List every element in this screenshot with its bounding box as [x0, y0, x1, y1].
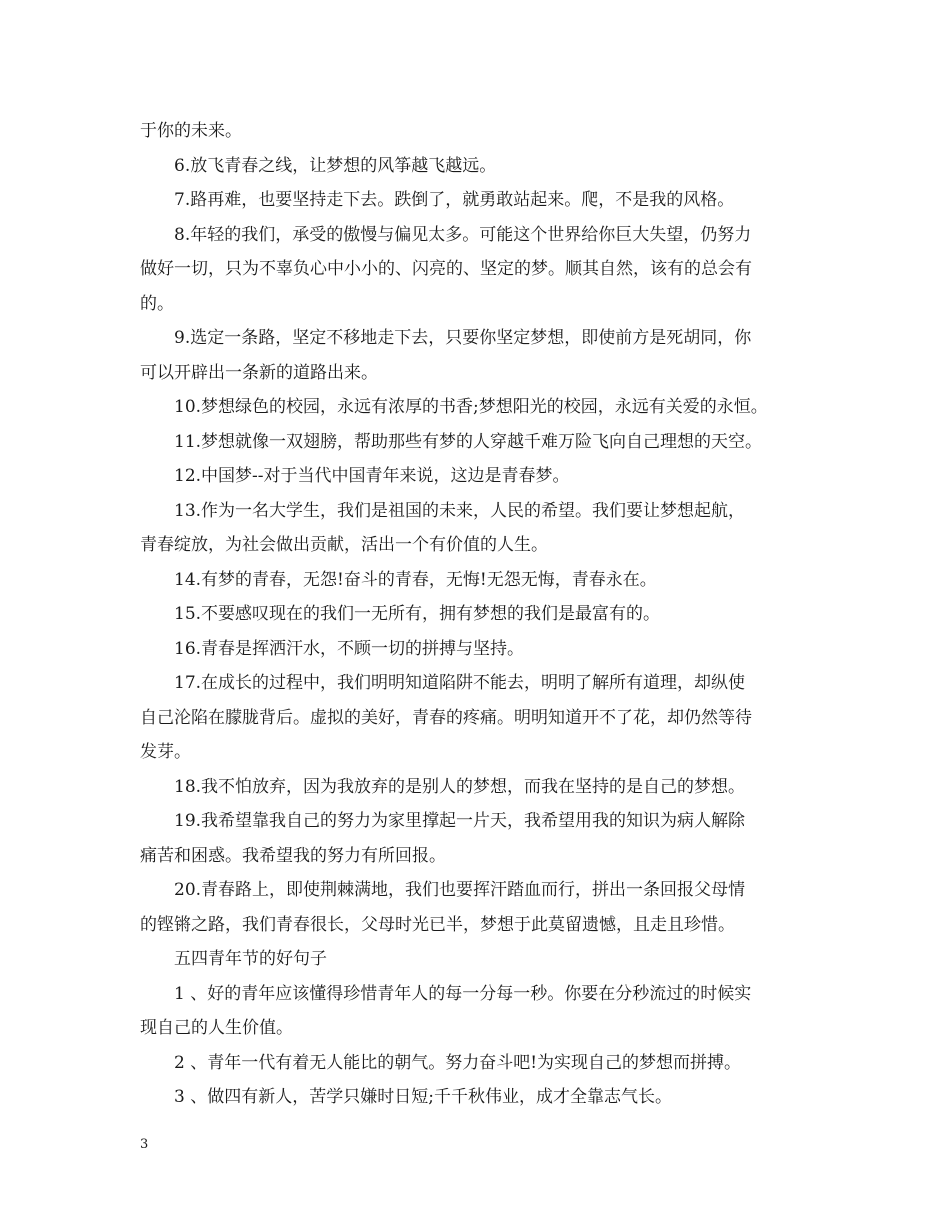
text-line: 14.有梦的青春，无怨!奋斗的青春，无悔!无怨无悔，青春永在。 — [174, 569, 657, 590]
text-line: 自己沦陷在朦胧背后。虚拟的美好，青春的疼痛。明明知道开不了花，却仍然等待 — [140, 707, 752, 728]
text-line: 7.路再难，也要坚持走下去。跌倒了，就勇敢站起来。爬，不是我的风格。 — [174, 190, 735, 210]
text-line: 五四青年节的好句子 — [174, 949, 327, 969]
text-line: 青春绽放，为社会做出贡献，活出一个有价值的人生。 — [140, 535, 548, 555]
text-line: 8.年轻的我们，承受的傲慢与偏见太多。可能这个世界给你巨大失望，仍努力 — [174, 224, 752, 245]
text-line: 3 、做四有新人，苦学只嫌时日短;千千秋伟业，成才全靠志气长。 — [174, 1087, 672, 1107]
text-line: 做好一切，只为不辜负心中小小的、闪亮的、坚定的梦。顺其自然，该有的总会有 — [140, 259, 752, 279]
text-line: 18.我不怕放弃，因为我放弃的是别人的梦想，而我在坚持的是自己的梦想。 — [174, 776, 746, 797]
page-number: 3 — [140, 1137, 149, 1152]
text-line: 10.梦想绿色的校园，永远有浓厚的书香;梦想阳光的校园，永远有关爱的永恒。 — [174, 397, 768, 417]
text-line: 11.梦想就像一双翅膀，帮助那些有梦的人穿越千难万险飞向自己理想的天空。 — [174, 431, 763, 452]
text-line: 15.不要感叹现在的我们一无所有，拥有梦想的我们是最富有的。 — [174, 604, 661, 624]
text-line: 9.选定一条路，坚定不移地走下去，只要你坚定梦想，即使前方是死胡同，你 — [174, 328, 752, 348]
text-line: 20.青春路上，即使荆棘满地，我们也要挥汗踏血而行，拼出一条回报父母情 — [174, 880, 746, 900]
text-line: 的。 — [140, 293, 174, 314]
text-line: 2 、青年一代有着无人能比的朝气。努力奋斗吧!为实现自己的梦想而拼搏。 — [174, 1052, 742, 1073]
text-line: 6.放飞青春之线，让梦想的风筝越飞越远。 — [174, 155, 497, 176]
text-line: 于你的未来。 — [140, 121, 242, 141]
text-line: 的铿锵之路，我们青春很长，父母时光已半，梦想于此莫留遗憾，且走且珍惜。 — [140, 914, 735, 935]
text-line: 13.作为一名大学生，我们是祖国的未来，人民的希望。我们要让梦想起航， — [174, 500, 746, 521]
document-body — [140, 114, 820, 1115]
text-line: 1 、好的青年应该懂得珍惜青年人的每一分每一秒。你要在分秒流过的时候实 — [174, 983, 752, 1004]
text-line: 发芽。 — [140, 742, 191, 762]
text-line: 16.青春是挥洒汗水，不顾一切的拼搏与坚持。 — [174, 638, 525, 659]
text-line: 12.中国梦--对于当代中国青年来说，这边是青春梦。 — [174, 466, 570, 486]
text-line: 痛苦和困惑。我希望我的努力有所回报。 — [140, 845, 446, 866]
text-line: 19.我希望靠我自己的努力为家里撑起一片天，我希望用我的知识为病人解除 — [174, 811, 746, 831]
text-line: 17.在成长的过程中，我们明明知道陷阱不能去，明明了解所有道理，却纵使 — [174, 673, 746, 693]
text-line: 现自己的人生价值。 — [140, 1018, 293, 1038]
text-line: 可以开辟出一条新的道路出来。 — [140, 362, 378, 383]
